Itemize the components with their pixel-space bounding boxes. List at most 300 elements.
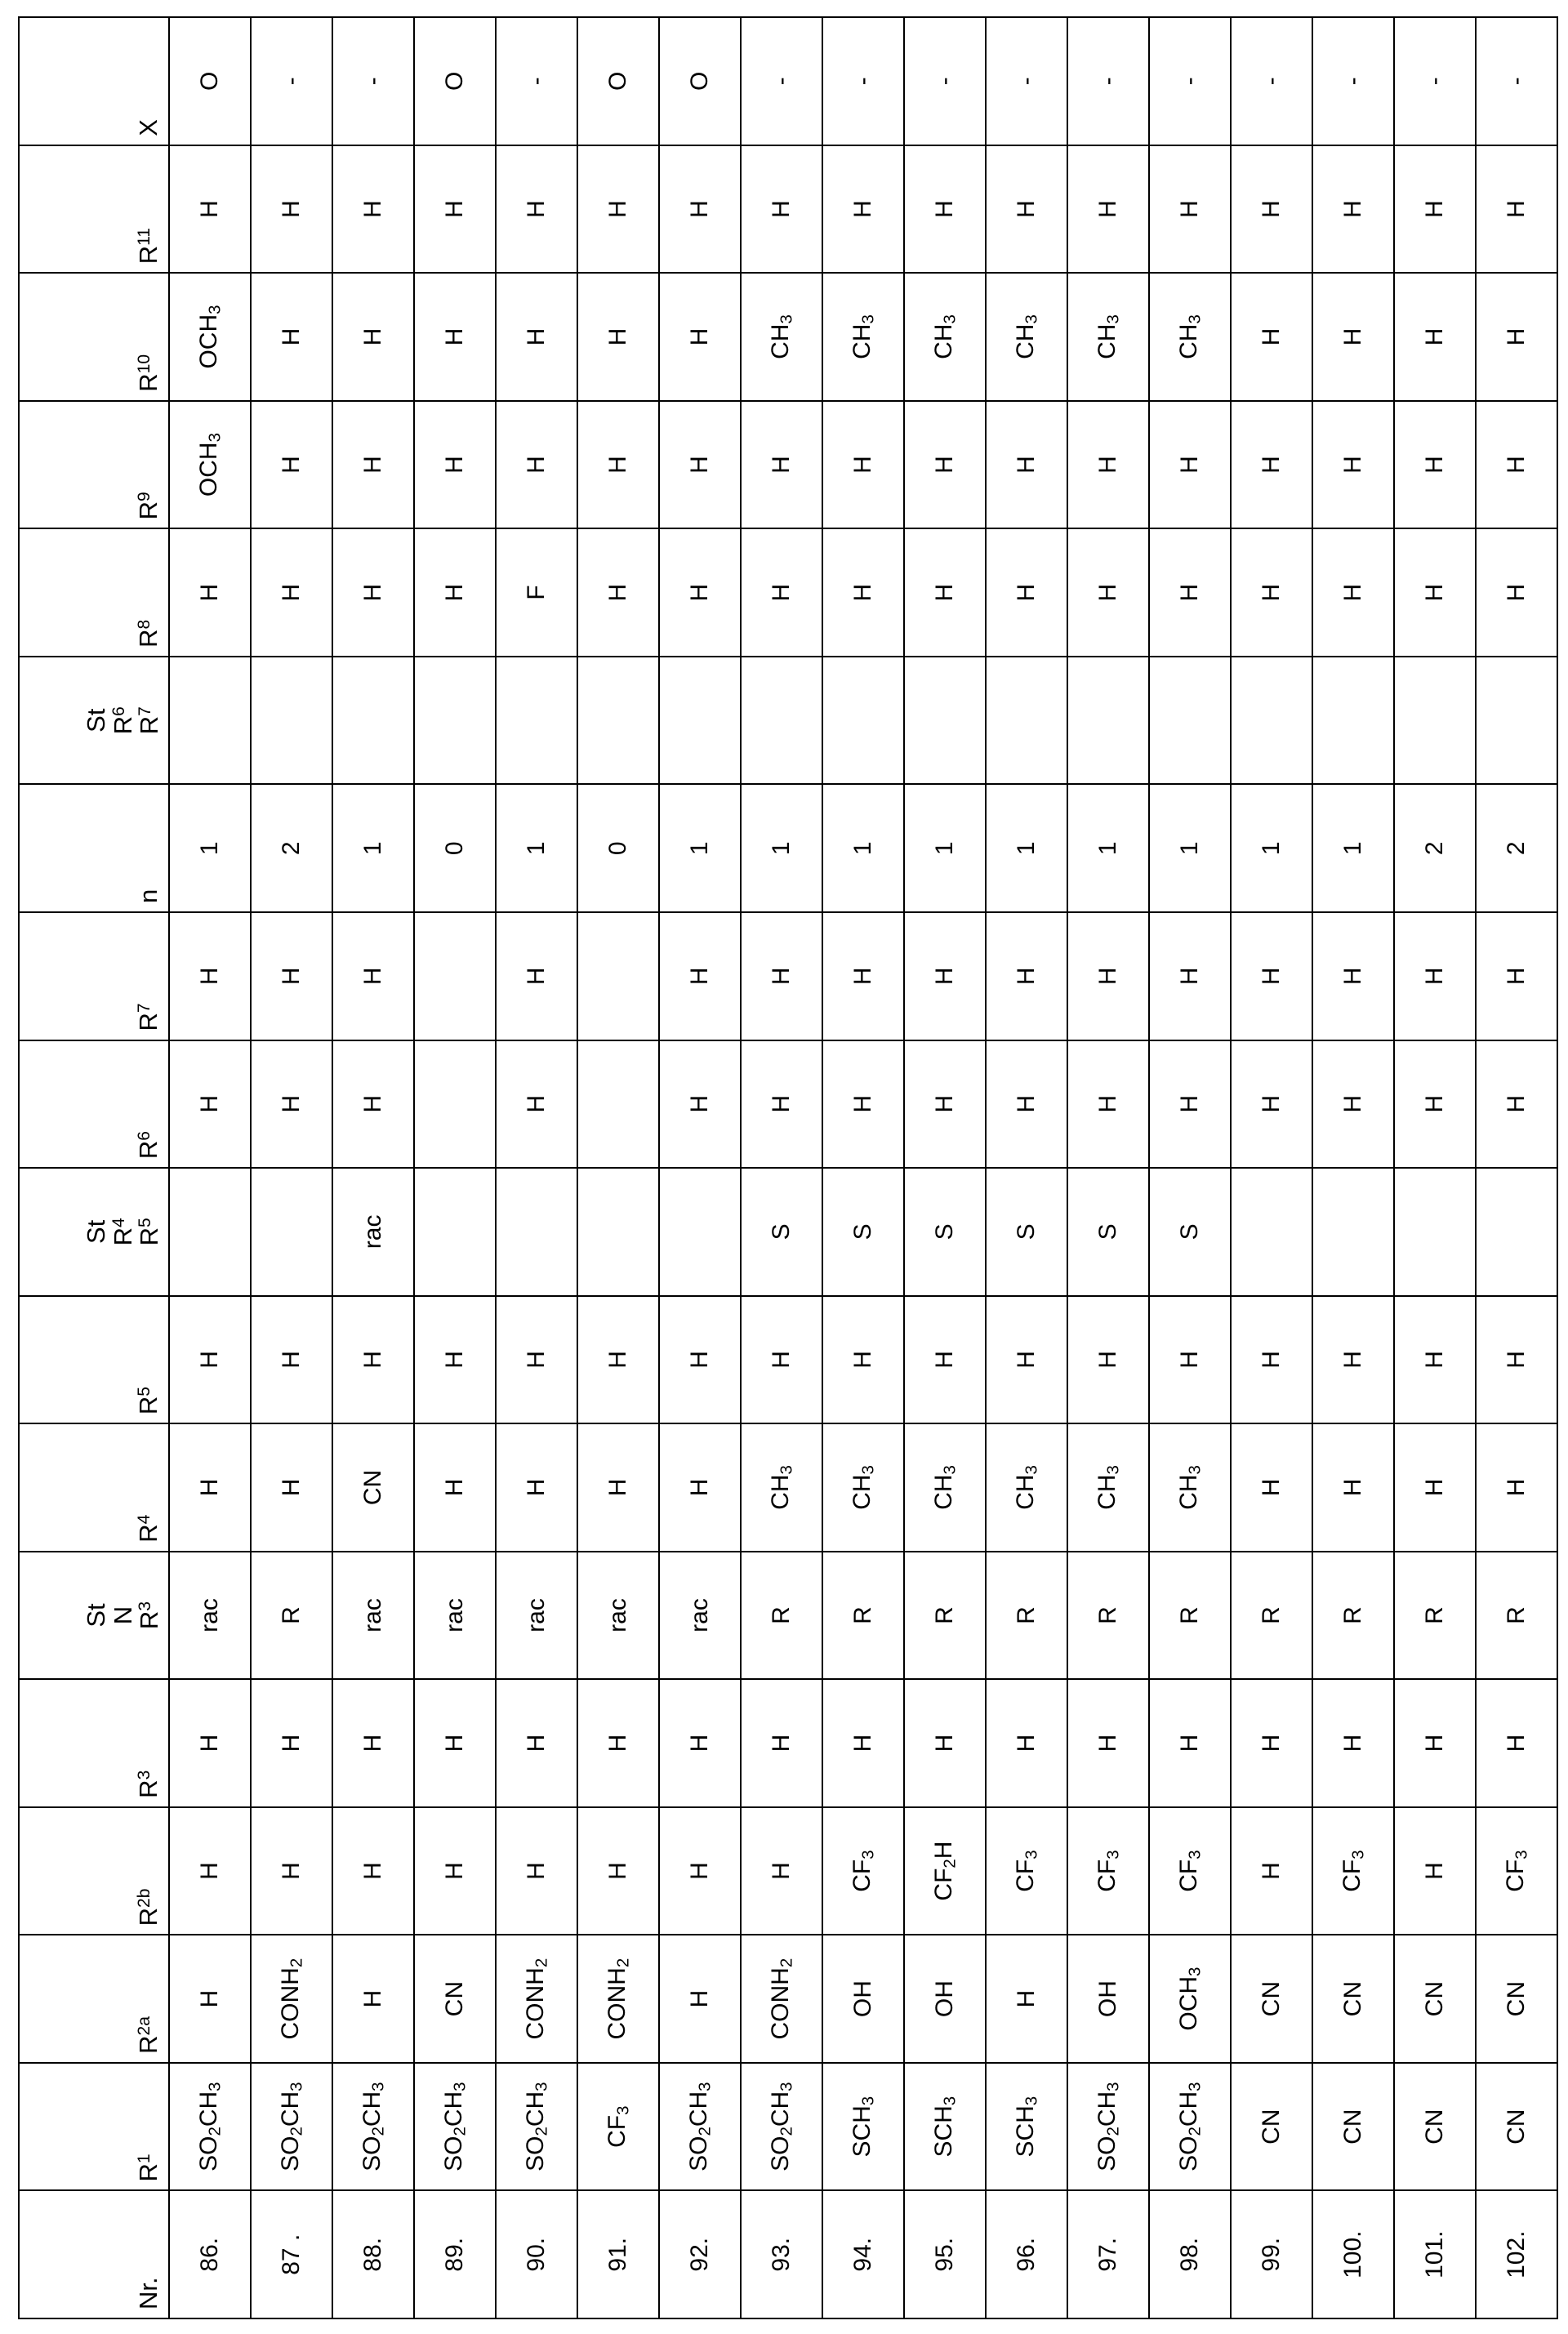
cell-r3: H <box>822 1679 904 1807</box>
table-row <box>1476 17 1557 2318</box>
cell-r3: H <box>904 1679 986 1807</box>
cell-r5: H <box>169 1296 251 1424</box>
cell-n: 0 <box>577 784 659 912</box>
cell-r11: H <box>169 145 251 274</box>
cell-r10: H <box>1312 273 1394 401</box>
cell-r5: H <box>1231 1296 1312 1424</box>
cell-r6: H <box>1231 1040 1312 1169</box>
cell-stn: rac <box>414 1552 496 1680</box>
cell-r3: H <box>251 1679 332 1807</box>
cell-r4: $CH_3$ <box>822 1423 904 1552</box>
cell-r10: H <box>496 273 577 401</box>
cell-r9: H <box>1476 401 1557 529</box>
cell-r9: H <box>414 401 496 529</box>
cell-nr: 90. <box>496 2190 577 2318</box>
cell-st67 <box>1476 657 1557 785</box>
cell-x: - <box>986 17 1067 145</box>
cell-r6: H <box>1476 1040 1557 1169</box>
cell-r8: H <box>1312 528 1394 657</box>
table-row <box>904 17 986 2318</box>
cell-r1: $SO_2CH_3$ <box>1067 2063 1149 2191</box>
cell-r2a: $CONH_2$ <box>741 1935 822 2063</box>
table-header <box>19 17 169 2318</box>
cell-nr: 88. <box>332 2190 414 2318</box>
cell-n: 1 <box>986 784 1067 912</box>
cell-r9: H <box>659 401 741 529</box>
cell-r8: H <box>1231 528 1312 657</box>
cell-r2b: H <box>169 1807 251 1935</box>
cell-r9: H <box>1394 401 1476 529</box>
cell-r3: H <box>496 1679 577 1807</box>
cell-stn: R <box>1312 1552 1394 1680</box>
cell-r11: H <box>741 145 822 274</box>
cell-r8: H <box>904 528 986 657</box>
cell-n: 1 <box>496 784 577 912</box>
cell-nr: 97. <box>1067 2190 1149 2318</box>
cell-n: 1 <box>1312 784 1394 912</box>
cell-nr: 93. <box>741 2190 822 2318</box>
cell-r7: H <box>1231 912 1312 1040</box>
cell-x: - <box>251 17 332 145</box>
cell-r6: H <box>169 1040 251 1169</box>
cell-st45 <box>1231 1168 1312 1296</box>
cell-r8: H <box>577 528 659 657</box>
cell-r2b: $CF_3$ <box>822 1807 904 1935</box>
cell-r3: H <box>986 1679 1067 1807</box>
cell-stn: rac <box>577 1552 659 1680</box>
column-header-r9: $R^9$ <box>19 401 169 529</box>
cell-r9: H <box>577 401 659 529</box>
cell-r3: H <box>741 1679 822 1807</box>
cell-st67 <box>1394 657 1476 785</box>
cell-stn: R <box>1231 1552 1312 1680</box>
cell-r10: $CH_3$ <box>904 273 986 401</box>
cell-r11: H <box>251 145 332 274</box>
cell-st45: S <box>1149 1168 1231 1296</box>
cell-r11: H <box>1394 145 1476 274</box>
cell-st45: rac <box>332 1168 414 1296</box>
cell-r7: H <box>1476 912 1557 1040</box>
cell-r2a: CN <box>414 1935 496 2063</box>
cell-st45 <box>251 1168 332 1296</box>
cell-r1: CN <box>1394 2063 1476 2191</box>
cell-r6 <box>414 1040 496 1169</box>
cell-r10: $CH_3$ <box>986 273 1067 401</box>
cell-st67 <box>822 657 904 785</box>
cell-r2b: H <box>332 1807 414 1935</box>
cell-x: - <box>1394 17 1476 145</box>
cell-st45 <box>414 1168 496 1296</box>
cell-r6: H <box>251 1040 332 1169</box>
cell-r11: H <box>904 145 986 274</box>
cell-r11: H <box>1067 145 1149 274</box>
cell-x: - <box>904 17 986 145</box>
column-header-nr: Nr. <box>19 2190 169 2318</box>
cell-r4: H <box>1231 1423 1312 1552</box>
cell-r4: CN <box>332 1423 414 1552</box>
cell-r2b: $CF_3$ <box>1067 1807 1149 1935</box>
cell-r8: H <box>986 528 1067 657</box>
cell-stn: rac <box>659 1552 741 1680</box>
cell-r4: H <box>414 1423 496 1552</box>
column-header-r2b: $R^{2b}$ <box>19 1807 169 1935</box>
cell-x: O <box>659 17 741 145</box>
cell-r5: H <box>1312 1296 1394 1424</box>
cell-nr: 94. <box>822 2190 904 2318</box>
cell-n: 2 <box>1476 784 1557 912</box>
cell-r7: H <box>986 912 1067 1040</box>
cell-nr: 87 . <box>251 2190 332 2318</box>
cell-r5: H <box>986 1296 1067 1424</box>
cell-x: - <box>1476 17 1557 145</box>
cell-r1: $SO_2CH_3$ <box>414 2063 496 2191</box>
column-header-r7: $R^7$ <box>19 912 169 1040</box>
column-header-r5: $R^5$ <box>19 1296 169 1424</box>
table-row <box>659 17 741 2318</box>
cell-r10: $OCH_3$ <box>169 273 251 401</box>
cell-r7 <box>577 912 659 1040</box>
cell-r11: H <box>822 145 904 274</box>
cell-nr: 102. <box>1476 2190 1557 2318</box>
cell-r2a: CN <box>1476 1935 1557 2063</box>
cell-st45: S <box>986 1168 1067 1296</box>
cell-r6: H <box>1149 1040 1231 1169</box>
cell-r9: H <box>1067 401 1149 529</box>
cell-r11: H <box>659 145 741 274</box>
cell-nr: 99. <box>1231 2190 1312 2318</box>
cell-r3: H <box>414 1679 496 1807</box>
cell-r1: CN <box>1476 2063 1557 2191</box>
table-body <box>169 17 1557 2318</box>
cell-r2a: $CONH_2$ <box>496 1935 577 2063</box>
cell-x: - <box>1312 17 1394 145</box>
cell-st45 <box>1476 1168 1557 1296</box>
table-row <box>496 17 577 2318</box>
cell-r4: H <box>1312 1423 1394 1552</box>
cell-st67 <box>251 657 332 785</box>
table-row <box>332 17 414 2318</box>
cell-r8: H <box>822 528 904 657</box>
cell-r4: $CH_3$ <box>741 1423 822 1552</box>
cell-r9: H <box>904 401 986 529</box>
table-row <box>1312 17 1394 2318</box>
cell-n: 1 <box>1067 784 1149 912</box>
cell-r8: H <box>1149 528 1231 657</box>
cell-r2b: H <box>577 1807 659 1935</box>
cell-x: - <box>822 17 904 145</box>
cell-st67 <box>332 657 414 785</box>
column-header-r8: $R^8$ <box>19 528 169 657</box>
cell-r10: $CH_3$ <box>741 273 822 401</box>
cell-r5: H <box>1149 1296 1231 1424</box>
cell-r11: H <box>986 145 1067 274</box>
cell-r2b: $CF_3$ <box>1476 1807 1557 1935</box>
cell-x: - <box>1067 17 1149 145</box>
cell-r10: H <box>659 273 741 401</box>
cell-stn: R <box>904 1552 986 1680</box>
cell-r4: $CH_3$ <box>1067 1423 1149 1552</box>
cell-r7 <box>414 912 496 1040</box>
cell-n: 1 <box>741 784 822 912</box>
cell-r9: H <box>332 401 414 529</box>
column-header-n: n <box>19 784 169 912</box>
cell-x: - <box>1231 17 1312 145</box>
cell-r3: H <box>659 1679 741 1807</box>
cell-st45 <box>496 1168 577 1296</box>
cell-r2b: H <box>741 1807 822 1935</box>
cell-r8: H <box>169 528 251 657</box>
cell-r10: H <box>414 273 496 401</box>
table-row <box>1394 17 1476 2318</box>
cell-st67 <box>577 657 659 785</box>
column-header-r3: $R^3$ <box>19 1679 169 1807</box>
cell-r1: $SO_2CH_3$ <box>659 2063 741 2191</box>
cell-r4: $CH_3$ <box>986 1423 1067 1552</box>
cell-r1: $SO_2CH_3$ <box>251 2063 332 2191</box>
cell-r6: H <box>822 1040 904 1169</box>
cell-r6: H <box>1067 1040 1149 1169</box>
cell-r3: H <box>1312 1679 1394 1807</box>
cell-r8: H <box>659 528 741 657</box>
cell-r2a: CN <box>1312 1935 1394 2063</box>
cell-st45: S <box>1067 1168 1149 1296</box>
cell-r10: $CH_3$ <box>1149 273 1231 401</box>
cell-r10: $CH_3$ <box>822 273 904 401</box>
column-header-r10: $R^{10}$ <box>19 273 169 401</box>
column-header-st67: St $R^6$ $R^7$ <box>19 657 169 785</box>
cell-st45 <box>169 1168 251 1296</box>
cell-r6: H <box>332 1040 414 1169</box>
cell-r10: H <box>577 273 659 401</box>
cell-r5: H <box>1394 1296 1476 1424</box>
cell-st67 <box>169 657 251 785</box>
cell-r3: H <box>332 1679 414 1807</box>
cell-r9: H <box>1149 401 1231 529</box>
cell-r2b: H <box>496 1807 577 1935</box>
cell-r2a: OH <box>904 1935 986 2063</box>
cell-r4: H <box>169 1423 251 1552</box>
cell-r1: $SCH_3$ <box>822 2063 904 2191</box>
cell-st45: S <box>822 1168 904 1296</box>
cell-n: 1 <box>1231 784 1312 912</box>
cell-n: 1 <box>822 784 904 912</box>
cell-r2a: $CONH_2$ <box>251 1935 332 2063</box>
cell-r7: H <box>1394 912 1476 1040</box>
cell-r8: H <box>1394 528 1476 657</box>
cell-r5: H <box>659 1296 741 1424</box>
cell-r5: H <box>577 1296 659 1424</box>
cell-r8: H <box>251 528 332 657</box>
cell-st67 <box>1149 657 1231 785</box>
cell-r2a: H <box>332 1935 414 2063</box>
cell-r5: H <box>1476 1296 1557 1424</box>
cell-r10: H <box>1476 273 1557 401</box>
cell-r4: $CH_3$ <box>1149 1423 1231 1552</box>
cell-r11: H <box>1476 145 1557 274</box>
cell-r2a: OH <box>822 1935 904 2063</box>
table-row <box>169 17 251 2318</box>
cell-stn: R <box>251 1552 332 1680</box>
cell-r3: H <box>1067 1679 1149 1807</box>
cell-st45 <box>1394 1168 1476 1296</box>
cell-r4: H <box>496 1423 577 1552</box>
cell-r1: $SCH_3$ <box>904 2063 986 2191</box>
cell-r2b: H <box>251 1807 332 1935</box>
cell-n: 1 <box>1149 784 1231 912</box>
cell-st67 <box>741 657 822 785</box>
cell-r1: $SO_2CH_3$ <box>332 2063 414 2191</box>
cell-r3: H <box>1149 1679 1231 1807</box>
cell-n: 2 <box>1394 784 1476 912</box>
cell-r1: $SO_2CH_3$ <box>741 2063 822 2191</box>
cell-st67 <box>1231 657 1312 785</box>
cell-r7: H <box>169 912 251 1040</box>
cell-nr: 95. <box>904 2190 986 2318</box>
cell-nr: 96. <box>986 2190 1067 2318</box>
column-header-r6: $R^6$ <box>19 1040 169 1169</box>
cell-r10: H <box>251 273 332 401</box>
cell-r8: H <box>741 528 822 657</box>
cell-r8: F <box>496 528 577 657</box>
cell-r5: H <box>414 1296 496 1424</box>
cell-r9: H <box>741 401 822 529</box>
cell-n: 1 <box>169 784 251 912</box>
cell-stn: R <box>986 1552 1067 1680</box>
cell-r2a: $CONH_2$ <box>577 1935 659 2063</box>
cell-r4: H <box>659 1423 741 1552</box>
column-header-st45: St $R^4$ $R^5$ <box>19 1168 169 1296</box>
cell-st45 <box>659 1168 741 1296</box>
cell-r10: H <box>1231 273 1312 401</box>
cell-r2b: $CF_3$ <box>986 1807 1067 1935</box>
cell-r11: H <box>332 145 414 274</box>
cell-r1: $SCH_3$ <box>986 2063 1067 2191</box>
cell-r5: H <box>741 1296 822 1424</box>
cell-r9: H <box>1231 401 1312 529</box>
cell-stn: R <box>1476 1552 1557 1680</box>
cell-r2b: $CF_2H$ <box>904 1807 986 1935</box>
cell-r9: H <box>986 401 1067 529</box>
column-header-stn: St N $R^3$ <box>19 1552 169 1680</box>
cell-n: 2 <box>251 784 332 912</box>
cell-r11: H <box>1231 145 1312 274</box>
cell-x: - <box>332 17 414 145</box>
cell-st45 <box>577 1168 659 1296</box>
cell-nr: 92. <box>659 2190 741 2318</box>
cell-x: - <box>741 17 822 145</box>
cell-r3: H <box>169 1679 251 1807</box>
cell-r6: H <box>1312 1040 1394 1169</box>
cell-stn: R <box>1149 1552 1231 1680</box>
table-row <box>1067 17 1149 2318</box>
cell-r10: H <box>1394 273 1476 401</box>
cell-stn: rac <box>169 1552 251 1680</box>
cell-x: O <box>414 17 496 145</box>
cell-r8: H <box>1067 528 1149 657</box>
cell-n: 1 <box>659 784 741 912</box>
cell-r2a: OH <box>1067 1935 1149 2063</box>
cell-r9: H <box>1312 401 1394 529</box>
cell-r2b: H <box>414 1807 496 1935</box>
column-header-r4: $R^4$ <box>19 1423 169 1552</box>
cell-r3: H <box>577 1679 659 1807</box>
cell-r2a: CN <box>1231 1935 1312 2063</box>
cell-r6: H <box>741 1040 822 1169</box>
cell-r4: H <box>577 1423 659 1552</box>
cell-r11: H <box>1312 145 1394 274</box>
cell-r11: H <box>577 145 659 274</box>
cell-r7: H <box>741 912 822 1040</box>
cell-st67 <box>659 657 741 785</box>
column-header-x: X <box>19 17 169 145</box>
cell-r2b: H <box>659 1807 741 1935</box>
cell-r6: H <box>659 1040 741 1169</box>
cell-stn: R <box>1394 1552 1476 1680</box>
cell-r2a: H <box>659 1935 741 2063</box>
cell-x: O <box>169 17 251 145</box>
cell-r5: H <box>822 1296 904 1424</box>
cell-r6: H <box>1394 1040 1476 1169</box>
cell-r2b: H <box>1394 1807 1476 1935</box>
cell-r10: $CH_3$ <box>1067 273 1149 401</box>
cell-r7: H <box>1067 912 1149 1040</box>
cell-st67 <box>1067 657 1149 785</box>
cell-r2b: $CF_3$ <box>1149 1807 1231 1935</box>
cell-r1: CN <box>1231 2063 1312 2191</box>
cell-r5: H <box>496 1296 577 1424</box>
cell-r7: H <box>1312 912 1394 1040</box>
cell-r2b: H <box>1231 1807 1312 1935</box>
cell-n: 1 <box>332 784 414 912</box>
cell-stn: R <box>822 1552 904 1680</box>
cell-nr: 86. <box>169 2190 251 2318</box>
cell-r1: CN <box>1312 2063 1394 2191</box>
cell-r5: H <box>1067 1296 1149 1424</box>
table-row <box>1231 17 1312 2318</box>
column-header-r2a: $R^{2a}$ <box>19 1935 169 2063</box>
cell-r2b: $CF_3$ <box>1312 1807 1394 1935</box>
table-row <box>986 17 1067 2318</box>
cell-r1: $SO_2CH_3$ <box>1149 2063 1231 2191</box>
column-header-r11: $R^{11}$ <box>19 145 169 274</box>
cell-r7: H <box>822 912 904 1040</box>
column-header-r1: $R^1$ <box>19 2063 169 2191</box>
cell-r3: H <box>1394 1679 1476 1807</box>
table-row <box>822 17 904 2318</box>
cell-r2a: CN <box>1394 1935 1476 2063</box>
cell-r6: H <box>496 1040 577 1169</box>
cell-r6 <box>577 1040 659 1169</box>
cell-st67 <box>904 657 986 785</box>
cell-r5: H <box>332 1296 414 1424</box>
cell-x: O <box>577 17 659 145</box>
cell-r6: H <box>986 1040 1067 1169</box>
cell-r6: H <box>904 1040 986 1169</box>
cell-nr: 91. <box>577 2190 659 2318</box>
cell-r4: $CH_3$ <box>904 1423 986 1552</box>
table-row <box>741 17 822 2318</box>
table-row <box>251 17 332 2318</box>
cell-r11: H <box>414 145 496 274</box>
cell-r2a: $OCH_3$ <box>1149 1935 1231 2063</box>
cell-r1: $SO_2CH_3$ <box>169 2063 251 2191</box>
cell-stn: rac <box>332 1552 414 1680</box>
cell-x: - <box>1149 17 1231 145</box>
cell-r7: H <box>904 912 986 1040</box>
table-row <box>1149 17 1231 2318</box>
cell-r1: $SO_2CH_3$ <box>496 2063 577 2191</box>
cell-r1: $CF_3$ <box>577 2063 659 2191</box>
